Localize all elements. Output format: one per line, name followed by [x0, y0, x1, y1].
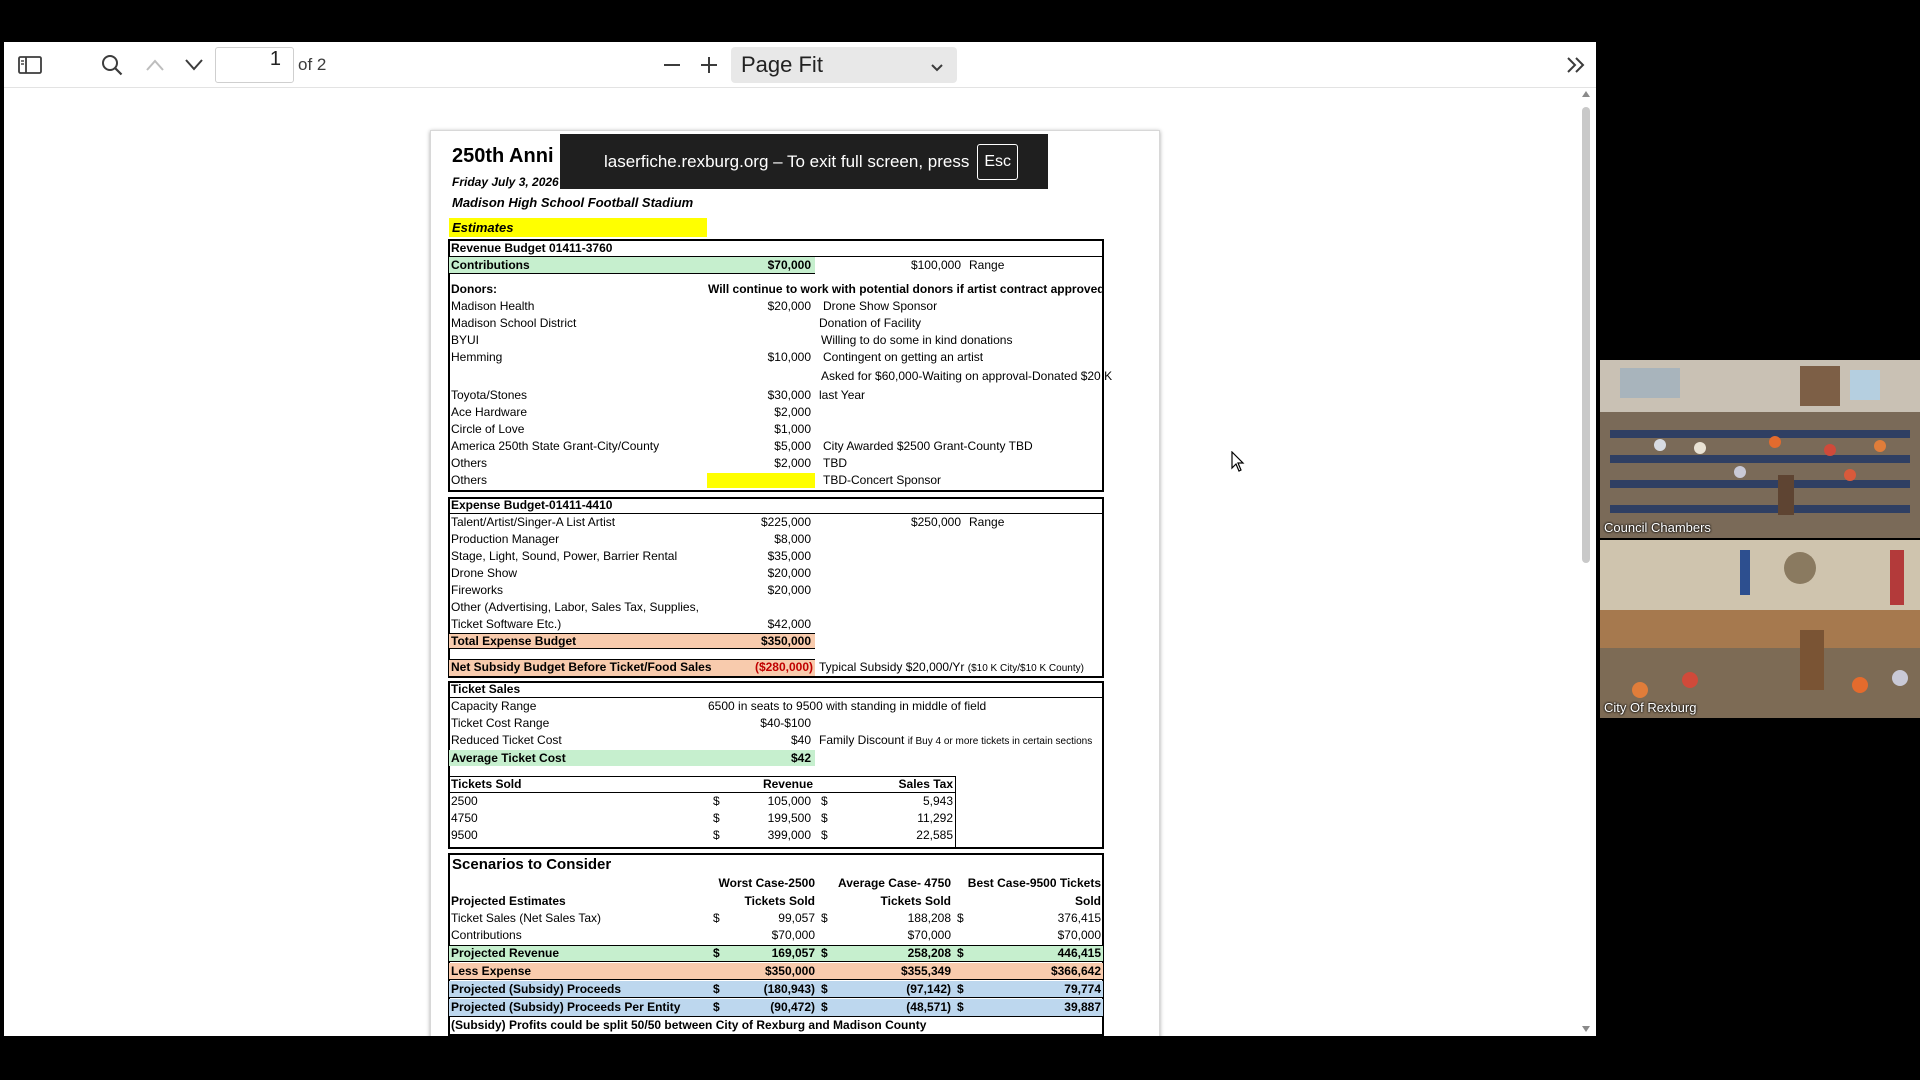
expense-item-name: Stage, Light, Sound, Power, Barrier Rental [451, 549, 678, 563]
average-ticket-label: Average Ticket Cost [451, 751, 566, 765]
scroll-down-icon[interactable] [1582, 1026, 1590, 1032]
scenario-worst-value: $70,000 [771, 928, 815, 942]
currency-symbol: $ [821, 911, 828, 925]
scenario-col-head: Average Case- 4750 [838, 876, 951, 890]
tickets-sold-count: 9500 [451, 828, 478, 842]
donor-amount: $20,000 [767, 299, 811, 313]
expense-item-amount: $35,000 [767, 549, 811, 563]
scenario-average-value: 188,208 [907, 911, 951, 925]
donor-note: Donation of Facility [819, 316, 922, 330]
tickets-sales-tax: 5,943 [922, 794, 953, 808]
donor-amount: $10,000 [767, 350, 811, 364]
donor-name: Ace Hardware [451, 405, 528, 419]
zoom-out-icon[interactable] [655, 42, 689, 88]
donor-name: Others [451, 456, 488, 470]
tickets-sold-count: 2500 [451, 794, 478, 808]
scenario-col-subhead: Sold [1075, 894, 1101, 908]
scenario-worst-value: $350,000 [764, 964, 815, 978]
scrollbar-thumb[interactable] [1582, 107, 1590, 563]
currency-symbol: $ [713, 828, 720, 842]
scenario-row-label: Projected (Subsidy) Proceeds [451, 982, 622, 996]
capacity-label: Capacity Range [451, 699, 537, 713]
scenario-row-label: Projected Revenue [451, 946, 560, 960]
expense-range-value: $250,000 [910, 515, 961, 529]
tickets-sold-header: Tickets Sold [451, 777, 522, 791]
donor-note: TBD-Concert Sponsor [823, 473, 942, 487]
currency-symbol: $ [713, 946, 720, 960]
family-discount-text: Family Discount [819, 733, 905, 747]
chevron-down-icon [929, 56, 945, 82]
feed-label: City Of Rexburg [1604, 700, 1697, 715]
tickets-sold-header-rule [449, 792, 956, 793]
scenario-row-label: Projected (Subsidy) Proceeds Per Entity [451, 1000, 681, 1014]
donors-label: Donors: [451, 282, 497, 296]
currency-symbol: $ [713, 1000, 720, 1014]
donor-amount: $2,000 [774, 405, 811, 419]
feed-label: Council Chambers [1604, 520, 1711, 535]
typical-subsidy-text: Typical Subsidy $20,000/Yr [819, 660, 965, 674]
pdf-toolbar [4, 42, 1596, 88]
scenario-average-value: (48,571) [906, 1000, 951, 1014]
contributions-label: Contributions [451, 258, 530, 272]
reduced-cost-label: Reduced Ticket Cost [451, 733, 562, 747]
expense-item-amount: $42,000 [767, 617, 811, 631]
revenue-range-label: Range [969, 258, 1005, 272]
revenue-box [448, 239, 1104, 492]
scenario-row-label: Contributions [451, 928, 522, 942]
currency-symbol: $ [957, 911, 964, 925]
expense-header: Expense Budget-01411-4410 [451, 498, 613, 512]
donor-note: last Year [819, 388, 866, 402]
scenario-col-subhead: Tickets Sold [744, 894, 815, 908]
fullscreen-notice-text: laserfiche.rexburg.org – To exit full screen, press [604, 151, 970, 171]
page-number-input[interactable]: 1 [215, 47, 294, 83]
donor-name: Others [451, 473, 488, 487]
donor-name: America 250th State Grant-City/County [451, 439, 660, 453]
revenue-header: Revenue [762, 777, 813, 791]
net-subsidy-label: Net Subsidy Budget Before Ticket/Food Sales [451, 660, 712, 674]
donor-note: Willing to do some in kind donations [821, 333, 1013, 347]
currency-symbol: $ [821, 794, 828, 808]
council-chambers-video-icon [1600, 360, 1920, 538]
donor-name: Hemming [451, 350, 503, 364]
video-feed-council-chambers[interactable] [1600, 360, 1920, 538]
currency-symbol: $ [713, 794, 720, 808]
expense-item-name: Drone Show [451, 566, 518, 580]
scenarios-footer: (Subsidy) Profits could be split 50/50 between City of Rexburg and Madison County [451, 1018, 927, 1032]
donor-note: TBD [823, 456, 847, 470]
donor-note: Contingent on getting an artist [823, 350, 984, 364]
scenario-average-value: 258,208 [907, 946, 951, 960]
currency-symbol: $ [821, 828, 828, 842]
pdf-page [430, 130, 1160, 1036]
scenario-worst-value: (180,943) [763, 982, 815, 996]
scenario-best-value: 39,887 [1064, 1000, 1101, 1014]
typical-subsidy-split: ($10 K City/$10 K County) [967, 663, 1084, 674]
donor-note: Drone Show Sponsor [823, 299, 938, 313]
expense-item-name: Talent/Artist/Singer-A List Artist [451, 515, 616, 529]
tickets-revenue: 105,000 [767, 794, 811, 808]
donor-note: Asked for $60,000-Waiting on approval-Donated $20 K [821, 369, 1113, 383]
currency-symbol: $ [713, 911, 720, 925]
tickets-sold-count: 4750 [451, 811, 478, 825]
sidebar-toggle-icon[interactable] [12, 42, 48, 88]
scenario-worst-value: 99,057 [778, 911, 815, 925]
family-discount-condition: if Buy 4 or more tickets in certain sections [907, 736, 1093, 747]
scenario-average-value: $355,349 [900, 964, 951, 978]
currency-symbol: $ [957, 982, 964, 996]
search-icon[interactable] [94, 42, 130, 88]
donor-amount: $5,000 [774, 439, 811, 453]
zoom-select-value: Page Fit [741, 52, 823, 77]
expense-item-amount: $20,000 [767, 566, 811, 580]
currency-symbol: $ [821, 811, 828, 825]
esc-key-badge: Esc [977, 144, 1018, 180]
estimates-label: Estimates [452, 220, 514, 235]
revenue-header: Revenue Budget 01411-3760 [451, 241, 613, 255]
scenario-best-value: $366,642 [1050, 964, 1101, 978]
donors-note: Will continue to work with potential donors if artist contract approved [708, 282, 1105, 296]
expense-item-amount: $20,000 [767, 583, 811, 597]
zoom-select[interactable] [731, 47, 957, 83]
currency-symbol: $ [957, 1000, 964, 1014]
expense-header-rule [449, 513, 1103, 514]
scenario-worst-value: 169,057 [771, 946, 815, 960]
ticket-header-rule [449, 697, 1103, 698]
total-expense-value: $350,000 [760, 634, 811, 648]
scenario-worst-value: (90,472) [770, 1000, 815, 1014]
scenario-row-label: Ticket Sales (Net Sales Tax) [451, 911, 602, 925]
donor-note: City Awarded $2500 Grant-County TBD [823, 439, 1033, 453]
scenario-best-value: 79,774 [1064, 982, 1101, 996]
expense-item-name: Fireworks [451, 583, 504, 597]
ticket-sales-header: Ticket Sales [451, 682, 521, 696]
more-tools-icon[interactable] [1558, 42, 1594, 88]
pdf-viewer [4, 42, 1596, 1036]
doc-title: 250th Anni [452, 145, 554, 167]
doc-date: Friday July 3, 2026 [452, 175, 559, 189]
contributions-value: $70,000 [767, 258, 811, 272]
scenario-average-value: $70,000 [907, 928, 951, 942]
donor-name: Circle of Love [451, 422, 525, 436]
zoom-in-icon[interactable] [692, 42, 726, 88]
scenario-col-head: Worst Case-2500 [718, 876, 815, 890]
donor-amount: $1,000 [774, 422, 811, 436]
tickets-sales-tax: 11,292 [917, 811, 953, 825]
expense-item-name: Production Manager [451, 532, 560, 546]
others-highlight [707, 473, 815, 488]
donor-name: BYUI [451, 333, 480, 347]
currency-symbol: $ [713, 982, 720, 996]
scroll-up-icon[interactable] [1582, 91, 1590, 97]
capacity-value: 6500 in seats to 9500 with standing in middle of field [708, 699, 987, 713]
donor-amount: $2,000 [774, 456, 811, 470]
family-discount-note [819, 733, 1092, 749]
scenario-row-label: Less Expense [451, 964, 532, 978]
currency-symbol: $ [821, 982, 828, 996]
doc-venue: Madison High School Football Stadium [452, 195, 694, 210]
scenarios-title: Scenarios to Consider [452, 856, 612, 873]
tickets-sales-tax: 22,585 [916, 828, 953, 842]
video-feed-city-of-rexburg[interactable] [1600, 540, 1920, 718]
net-subsidy-value: ($280,000) [754, 660, 813, 674]
currency-symbol: $ [821, 1000, 828, 1014]
scenario-col-head: Best Case-9500 Tickets [967, 876, 1101, 890]
currency-symbol: $ [821, 946, 828, 960]
total-expense-label: Total Expense Budget [451, 634, 577, 648]
currency-symbol: $ [713, 811, 720, 825]
sales-tax-header: Sales Tax [898, 777, 953, 791]
mouse-cursor-icon [1231, 451, 1245, 473]
tickets-revenue: 199,500 [767, 811, 811, 825]
scenario-best-value: 376,415 [1057, 911, 1101, 925]
typical-subsidy-note [819, 660, 1084, 676]
scenario-col-subhead: Tickets Sold [880, 894, 951, 908]
page-count: of 2 [298, 55, 327, 74]
donor-name: Madison School District [451, 316, 577, 330]
cost-range-label: Ticket Cost Range [451, 716, 550, 730]
expense-item-amount: $8,000 [774, 532, 811, 546]
projected-estimates-label: Projected Estimates [451, 894, 566, 908]
donor-name: Madison Health [451, 299, 535, 313]
vertical-scrollbar[interactable] [1579, 89, 1593, 1034]
previous-page-icon[interactable] [138, 42, 172, 88]
city-of-rexburg-video-icon [1600, 540, 1920, 718]
fullscreen-notice [560, 134, 1048, 189]
scenario-best-value: $70,000 [1057, 928, 1101, 942]
currency-symbol: $ [957, 946, 964, 960]
average-ticket-value: $42 [790, 751, 811, 765]
expense-range-label: Range [969, 515, 1005, 529]
donor-amount: $30,000 [767, 388, 811, 402]
revenue-range-value: $100,000 [910, 258, 961, 272]
scenario-best-value: 446,415 [1057, 946, 1101, 960]
expense-item-name: Other (Advertising, Labor, Sales Tax, Supplies, [451, 600, 699, 614]
expense-item-amount: $225,000 [760, 515, 811, 529]
scenario-average-value: (97,142) [906, 982, 951, 996]
expense-item-name: Ticket Software Etc.) [451, 617, 562, 631]
next-page-icon[interactable] [177, 42, 211, 88]
reduced-cost-value: $40 [790, 733, 811, 747]
tickets-revenue: 399,000 [767, 828, 811, 842]
donor-name: Toyota/Stones [451, 388, 528, 402]
cost-range-value: $40-$100 [760, 716, 811, 730]
